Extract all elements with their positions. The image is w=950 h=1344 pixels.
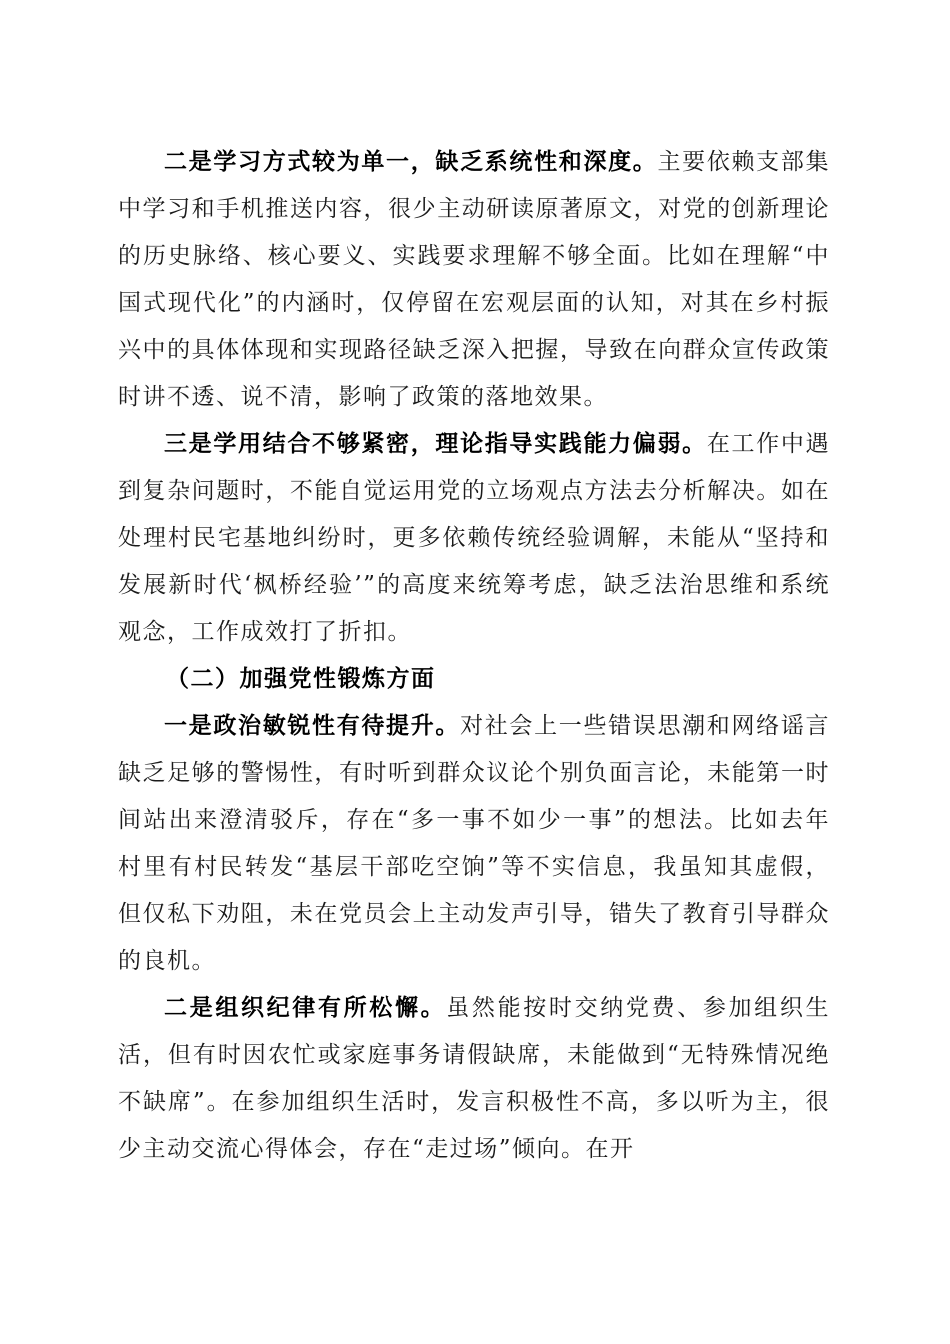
paragraph-text: 在工作中遇到复杂问题时，不能自觉运用党的立场观点方法去分析解决。如在处理村民宅基地纠纷时，更多依赖传统经验调解，未能从“坚持和发展新时代‘枫桥经验’”的高度来统筹考虑，缺乏法治思维和系统观念，工作成效打了折扣。 [118, 431, 831, 645]
paragraph-lead: 一是政治敏锐性有待提升。 [164, 713, 461, 739]
section-heading: （二）加强党性锻炼方面 [166, 666, 436, 692]
document-body [118, 139, 830, 1173]
paragraph-lead: 二是组织纪律有所松懈。 [164, 995, 447, 1021]
paragraph-lead: 二是学习方式较为单一，缺乏系统性和深度。 [164, 149, 658, 175]
paragraph-text: 虽然能按时交纳党费、参加组织生活，但有时因农忙或家庭事务请假缺席，未能做到“无特殊情况绝不缺席”。在参加组织生活时，发言积极性不高，多以听为主，很少主动交流心得体会，存在“走过场”倾向。在开 [118, 995, 831, 1162]
paragraph-political-sensitivity [118, 703, 830, 985]
paragraph-study-practice [118, 421, 830, 656]
paragraph-text: 主要依赖支部集中学习和手机推送内容，很少主动研读原著原文，对党的创新理论的历史脉络、核心要义、实践要求理解不够全面。比如在理解“中国式现代化”的内涵时，仅停留在宏观层面的认知，对其在乡村振兴中的具体体现和实现路径缺乏深入把握，导致在向群众宣传政策时讲不透、说不清，影响了政策的落地效果。 [118, 149, 831, 410]
paragraph-discipline [118, 985, 830, 1173]
paragraph-lead: 三是学用结合不够紧密，理论指导实践能力偏弱。 [164, 431, 707, 457]
paragraph-study-method [118, 139, 830, 421]
paragraph-text: 对社会上一些错误思潮和网络谣言缺乏足够的警惕性，有时听到群众议论个别负面言论，未能第一时间站出来澄清驳斥，存在“多一事不如少一事”的想法。比如去年村里有村民转发“基层干部吃空饷”等不实信息，我虽知其虚假，但仅私下劝阻，未在党员会上主动发声引导，错失了教育引导群众的良机。 [118, 713, 831, 974]
